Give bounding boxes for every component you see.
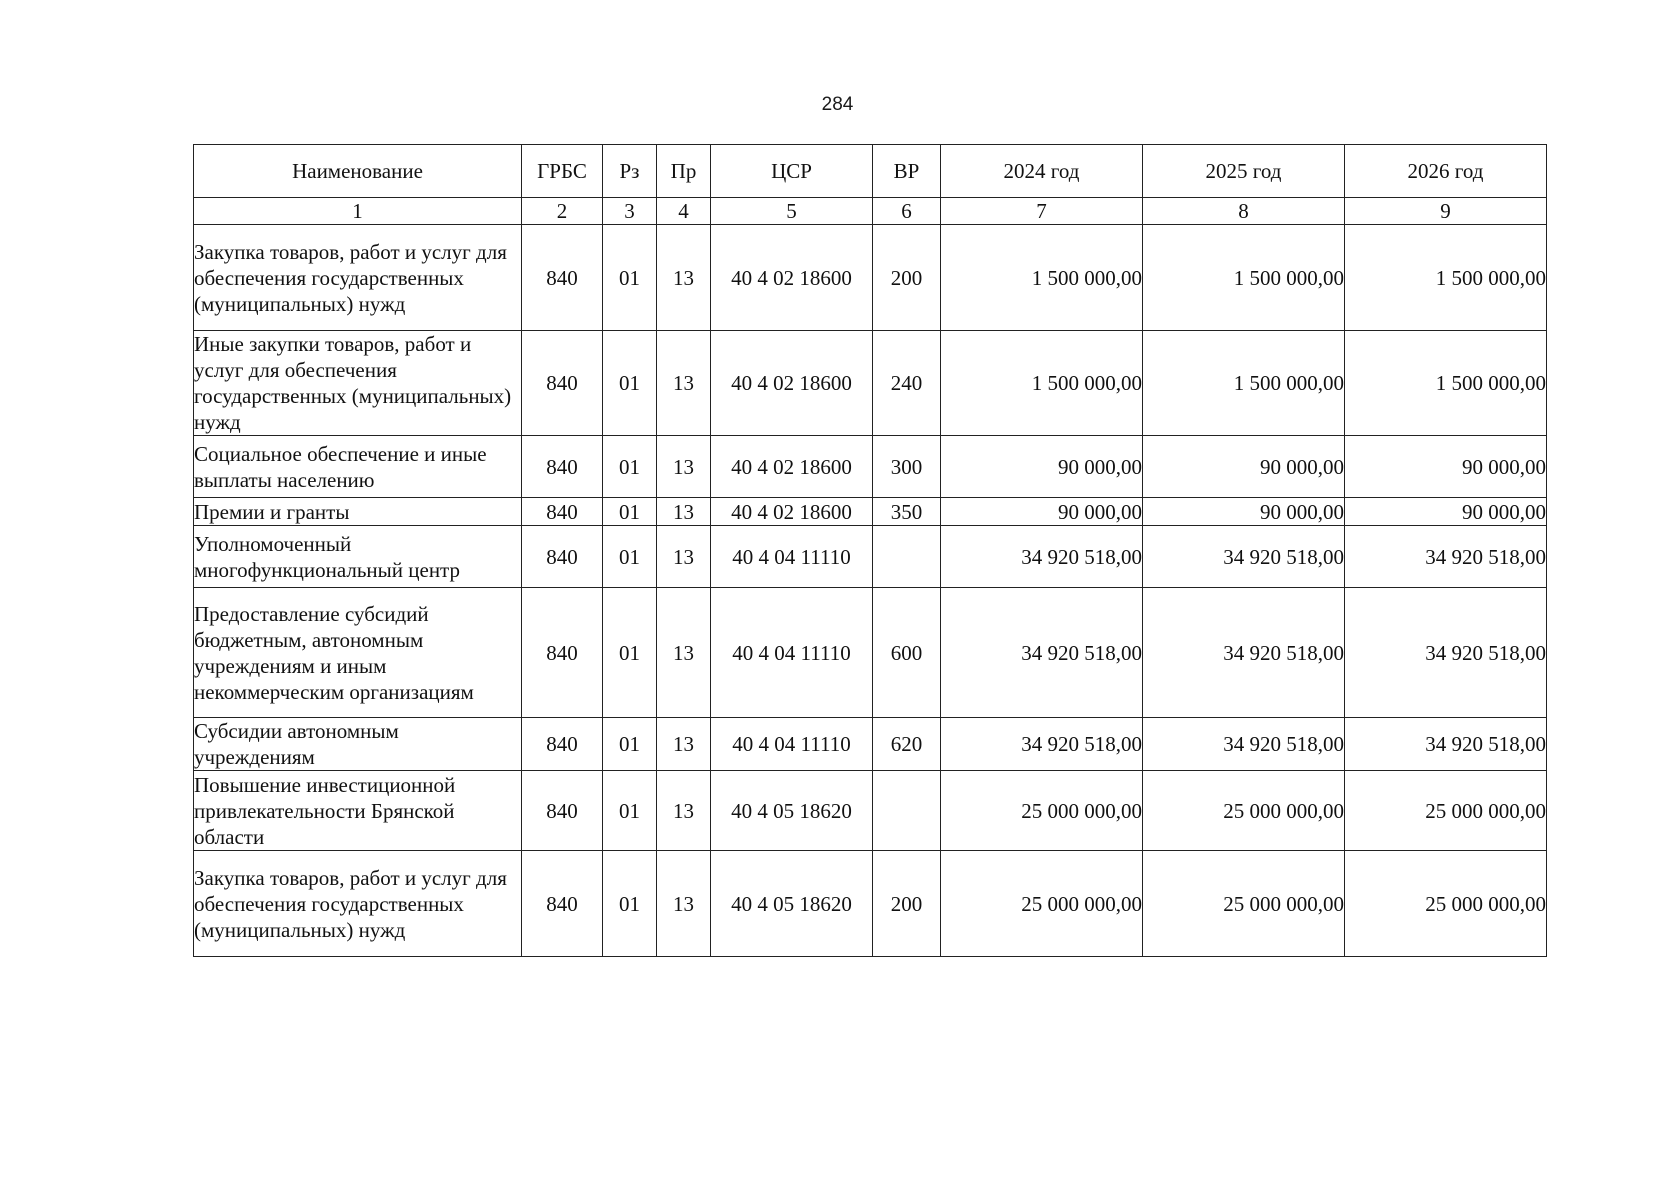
row-csr: 40 4 02 18600 (711, 498, 873, 526)
row-csr: 40 4 05 18620 (711, 771, 873, 851)
row-vr: 200 (873, 225, 941, 331)
row-csr: 40 4 04 11110 (711, 718, 873, 771)
row-name: Закупка товаров, работ и услуг для обеспечения государственных (муниципальных) нужд (194, 225, 522, 331)
row-name: Социальное обеспечение и иные выплаты населению (194, 436, 522, 498)
column-number-row (194, 198, 1547, 225)
row-amount-2026: 34 920 518,00 (1345, 526, 1547, 588)
row-vr: 200 (873, 851, 941, 957)
row-amount-2024: 90 000,00 (941, 498, 1143, 526)
header-csr: ЦСР (711, 145, 873, 198)
row-csr: 40 4 02 18600 (711, 225, 873, 331)
header-2025: 2025 год (1143, 145, 1345, 198)
row-rz: 01 (603, 588, 657, 718)
row-name: Закупка товаров, работ и услуг для обеспечения государственных (муниципальных) нужд (194, 851, 522, 957)
row-amount-2025: 34 920 518,00 (1143, 588, 1345, 718)
row-pr: 13 (657, 225, 711, 331)
header-name: Наименование (194, 145, 522, 198)
column-number: 1 (194, 198, 522, 225)
row-amount-2026: 25 000 000,00 (1345, 851, 1547, 957)
column-number: 2 (522, 198, 603, 225)
row-amount-2026: 1 500 000,00 (1345, 331, 1547, 436)
row-amount-2025: 1 500 000,00 (1143, 331, 1345, 436)
row-grbs: 840 (522, 771, 603, 851)
row-grbs: 840 (522, 718, 603, 771)
row-name: Субсидии автономным учреждениям (194, 718, 522, 771)
row-amount-2026: 90 000,00 (1345, 498, 1547, 526)
row-amount-2024: 1 500 000,00 (941, 331, 1143, 436)
row-name: Повышение инвестиционной привлекательности Брянской области (194, 771, 522, 851)
row-amount-2026: 90 000,00 (1345, 436, 1547, 498)
header-pr: Пр (657, 145, 711, 198)
table-row (194, 331, 1547, 436)
row-pr: 13 (657, 851, 711, 957)
row-vr (873, 526, 941, 588)
row-amount-2026: 1 500 000,00 (1345, 225, 1547, 331)
row-csr: 40 4 02 18600 (711, 331, 873, 436)
row-vr: 300 (873, 436, 941, 498)
row-name: Предоставление субсидий бюджетным, автономным учреждениям и иным некоммерческим организациям (194, 588, 522, 718)
budget-table (193, 144, 1547, 957)
header-2026: 2026 год (1345, 145, 1547, 198)
row-amount-2025: 90 000,00 (1143, 498, 1345, 526)
header-2024: 2024 год (941, 145, 1143, 198)
row-rz: 01 (603, 771, 657, 851)
row-amount-2026: 25 000 000,00 (1345, 771, 1547, 851)
header-vr: ВР (873, 145, 941, 198)
row-grbs: 840 (522, 225, 603, 331)
row-grbs: 840 (522, 331, 603, 436)
row-pr: 13 (657, 331, 711, 436)
row-vr (873, 771, 941, 851)
column-number: 4 (657, 198, 711, 225)
row-amount-2024: 25 000 000,00 (941, 851, 1143, 957)
row-pr: 13 (657, 498, 711, 526)
row-amount-2025: 90 000,00 (1143, 436, 1345, 498)
row-csr: 40 4 02 18600 (711, 436, 873, 498)
row-amount-2024: 1 500 000,00 (941, 225, 1143, 331)
row-rz: 01 (603, 851, 657, 957)
table-row (194, 588, 1547, 718)
row-grbs: 840 (522, 526, 603, 588)
row-vr: 620 (873, 718, 941, 771)
header-row (194, 145, 1547, 198)
row-pr: 13 (657, 718, 711, 771)
row-amount-2025: 25 000 000,00 (1143, 851, 1345, 957)
column-number: 8 (1143, 198, 1345, 225)
row-name: Премии и гранты (194, 498, 522, 526)
header-rz: Рз (603, 145, 657, 198)
row-amount-2025: 1 500 000,00 (1143, 225, 1345, 331)
row-csr: 40 4 04 11110 (711, 526, 873, 588)
table-row (194, 771, 1547, 851)
row-amount-2024: 34 920 518,00 (941, 526, 1143, 588)
row-vr: 350 (873, 498, 941, 526)
row-pr: 13 (657, 526, 711, 588)
column-number: 7 (941, 198, 1143, 225)
table-row (194, 526, 1547, 588)
row-pr: 13 (657, 771, 711, 851)
row-amount-2026: 34 920 518,00 (1345, 588, 1547, 718)
row-amount-2024: 90 000,00 (941, 436, 1143, 498)
row-grbs: 840 (522, 588, 603, 718)
row-rz: 01 (603, 498, 657, 526)
table-row (194, 498, 1547, 526)
column-number: 3 (603, 198, 657, 225)
row-amount-2024: 25 000 000,00 (941, 771, 1143, 851)
column-number: 5 (711, 198, 873, 225)
row-grbs: 840 (522, 436, 603, 498)
row-amount-2026: 34 920 518,00 (1345, 718, 1547, 771)
table-row (194, 718, 1547, 771)
row-name: Уполномоченный многофункциональный центр (194, 526, 522, 588)
table-row (194, 225, 1547, 331)
page-number: 284 (821, 94, 854, 115)
table-row (194, 851, 1547, 957)
row-rz: 01 (603, 225, 657, 331)
row-amount-2025: 34 920 518,00 (1143, 526, 1345, 588)
row-name: Иные закупки товаров, работ и услуг для обеспечения государственных (муниципальных) нужд (194, 331, 522, 436)
row-amount-2025: 34 920 518,00 (1143, 718, 1345, 771)
row-csr: 40 4 04 11110 (711, 588, 873, 718)
row-vr: 600 (873, 588, 941, 718)
row-amount-2025: 25 000 000,00 (1143, 771, 1345, 851)
row-pr: 13 (657, 436, 711, 498)
row-rz: 01 (603, 718, 657, 771)
row-amount-2024: 34 920 518,00 (941, 588, 1143, 718)
row-rz: 01 (603, 526, 657, 588)
column-number: 6 (873, 198, 941, 225)
row-grbs: 840 (522, 851, 603, 957)
row-rz: 01 (603, 331, 657, 436)
table-row (194, 436, 1547, 498)
row-vr: 240 (873, 331, 941, 436)
row-amount-2024: 34 920 518,00 (941, 718, 1143, 771)
column-number: 9 (1345, 198, 1547, 225)
header-grbs: ГРБС (522, 145, 603, 198)
row-pr: 13 (657, 588, 711, 718)
row-csr: 40 4 05 18620 (711, 851, 873, 957)
row-rz: 01 (603, 436, 657, 498)
row-grbs: 840 (522, 498, 603, 526)
